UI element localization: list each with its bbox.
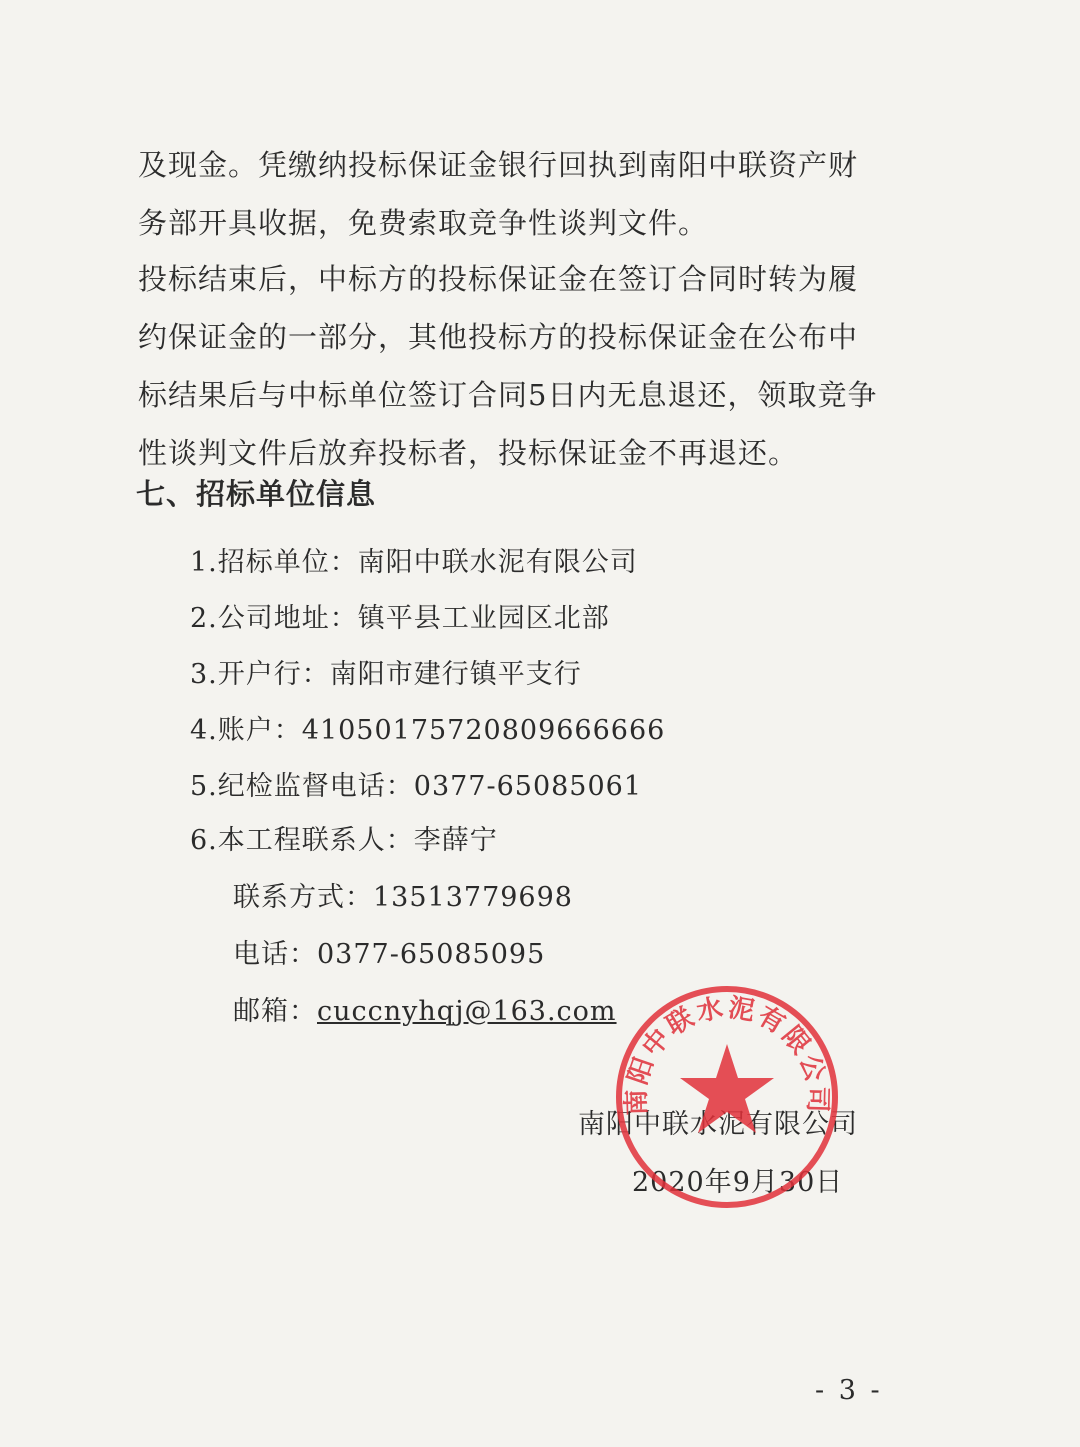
- info-item-contact-person: 6.本工程联系人：李薛宁: [190, 825, 498, 856]
- seal-text: 南阳中联水泥有限公司: [621, 992, 833, 1116]
- signature-company: 南阳中联水泥有限公司: [578, 1109, 858, 1140]
- info-item-bidder: 1.招标单位：南阳中联水泥有限公司: [190, 547, 638, 578]
- info-item-address: 2.公司地址：镇平县工业园区北部: [190, 603, 610, 634]
- info-item-supervision-phone: 5.纪检监督电话：0377-65085061: [190, 771, 643, 802]
- page-number: - 3 -: [815, 1375, 883, 1406]
- signature-date: 2020年9月30日: [632, 1167, 844, 1198]
- contact-phone: 电话：0377-65085095: [233, 939, 546, 970]
- seal-star-icon: [680, 1044, 774, 1133]
- contact-email-label: 邮箱：: [233, 996, 317, 1027]
- info-item-bank: 3.开户行：南阳市建行镇平支行: [190, 659, 582, 690]
- info-item-account: 4.账户：41050175720809666666: [190, 715, 666, 746]
- contact-method: 联系方式：13513779698: [233, 882, 573, 913]
- company-seal: [612, 982, 842, 1212]
- paragraph-deposit-refund: 投标结束后，中标方的投标保证金在签订合同时转为履约保证金的一部分，其他投标方的投标保证金在公布中标结果后与中标单位签订合同5日内无息退还，领取竞争性谈判文件后放弃投标者，投标保证金不再退还。: [138, 262, 878, 470]
- paragraph-deposit-payment: 及现金。凭缴纳投标保证金银行回执到南阳中联资产财务部开具收据，免费索取竞争性谈判文件。: [138, 148, 859, 240]
- contact-email-row: [233, 989, 617, 1028]
- section-title: 七、招标单位信息: [136, 477, 377, 511]
- contact-email-link[interactable]: cuccnyhqj@163.com: [317, 996, 617, 1027]
